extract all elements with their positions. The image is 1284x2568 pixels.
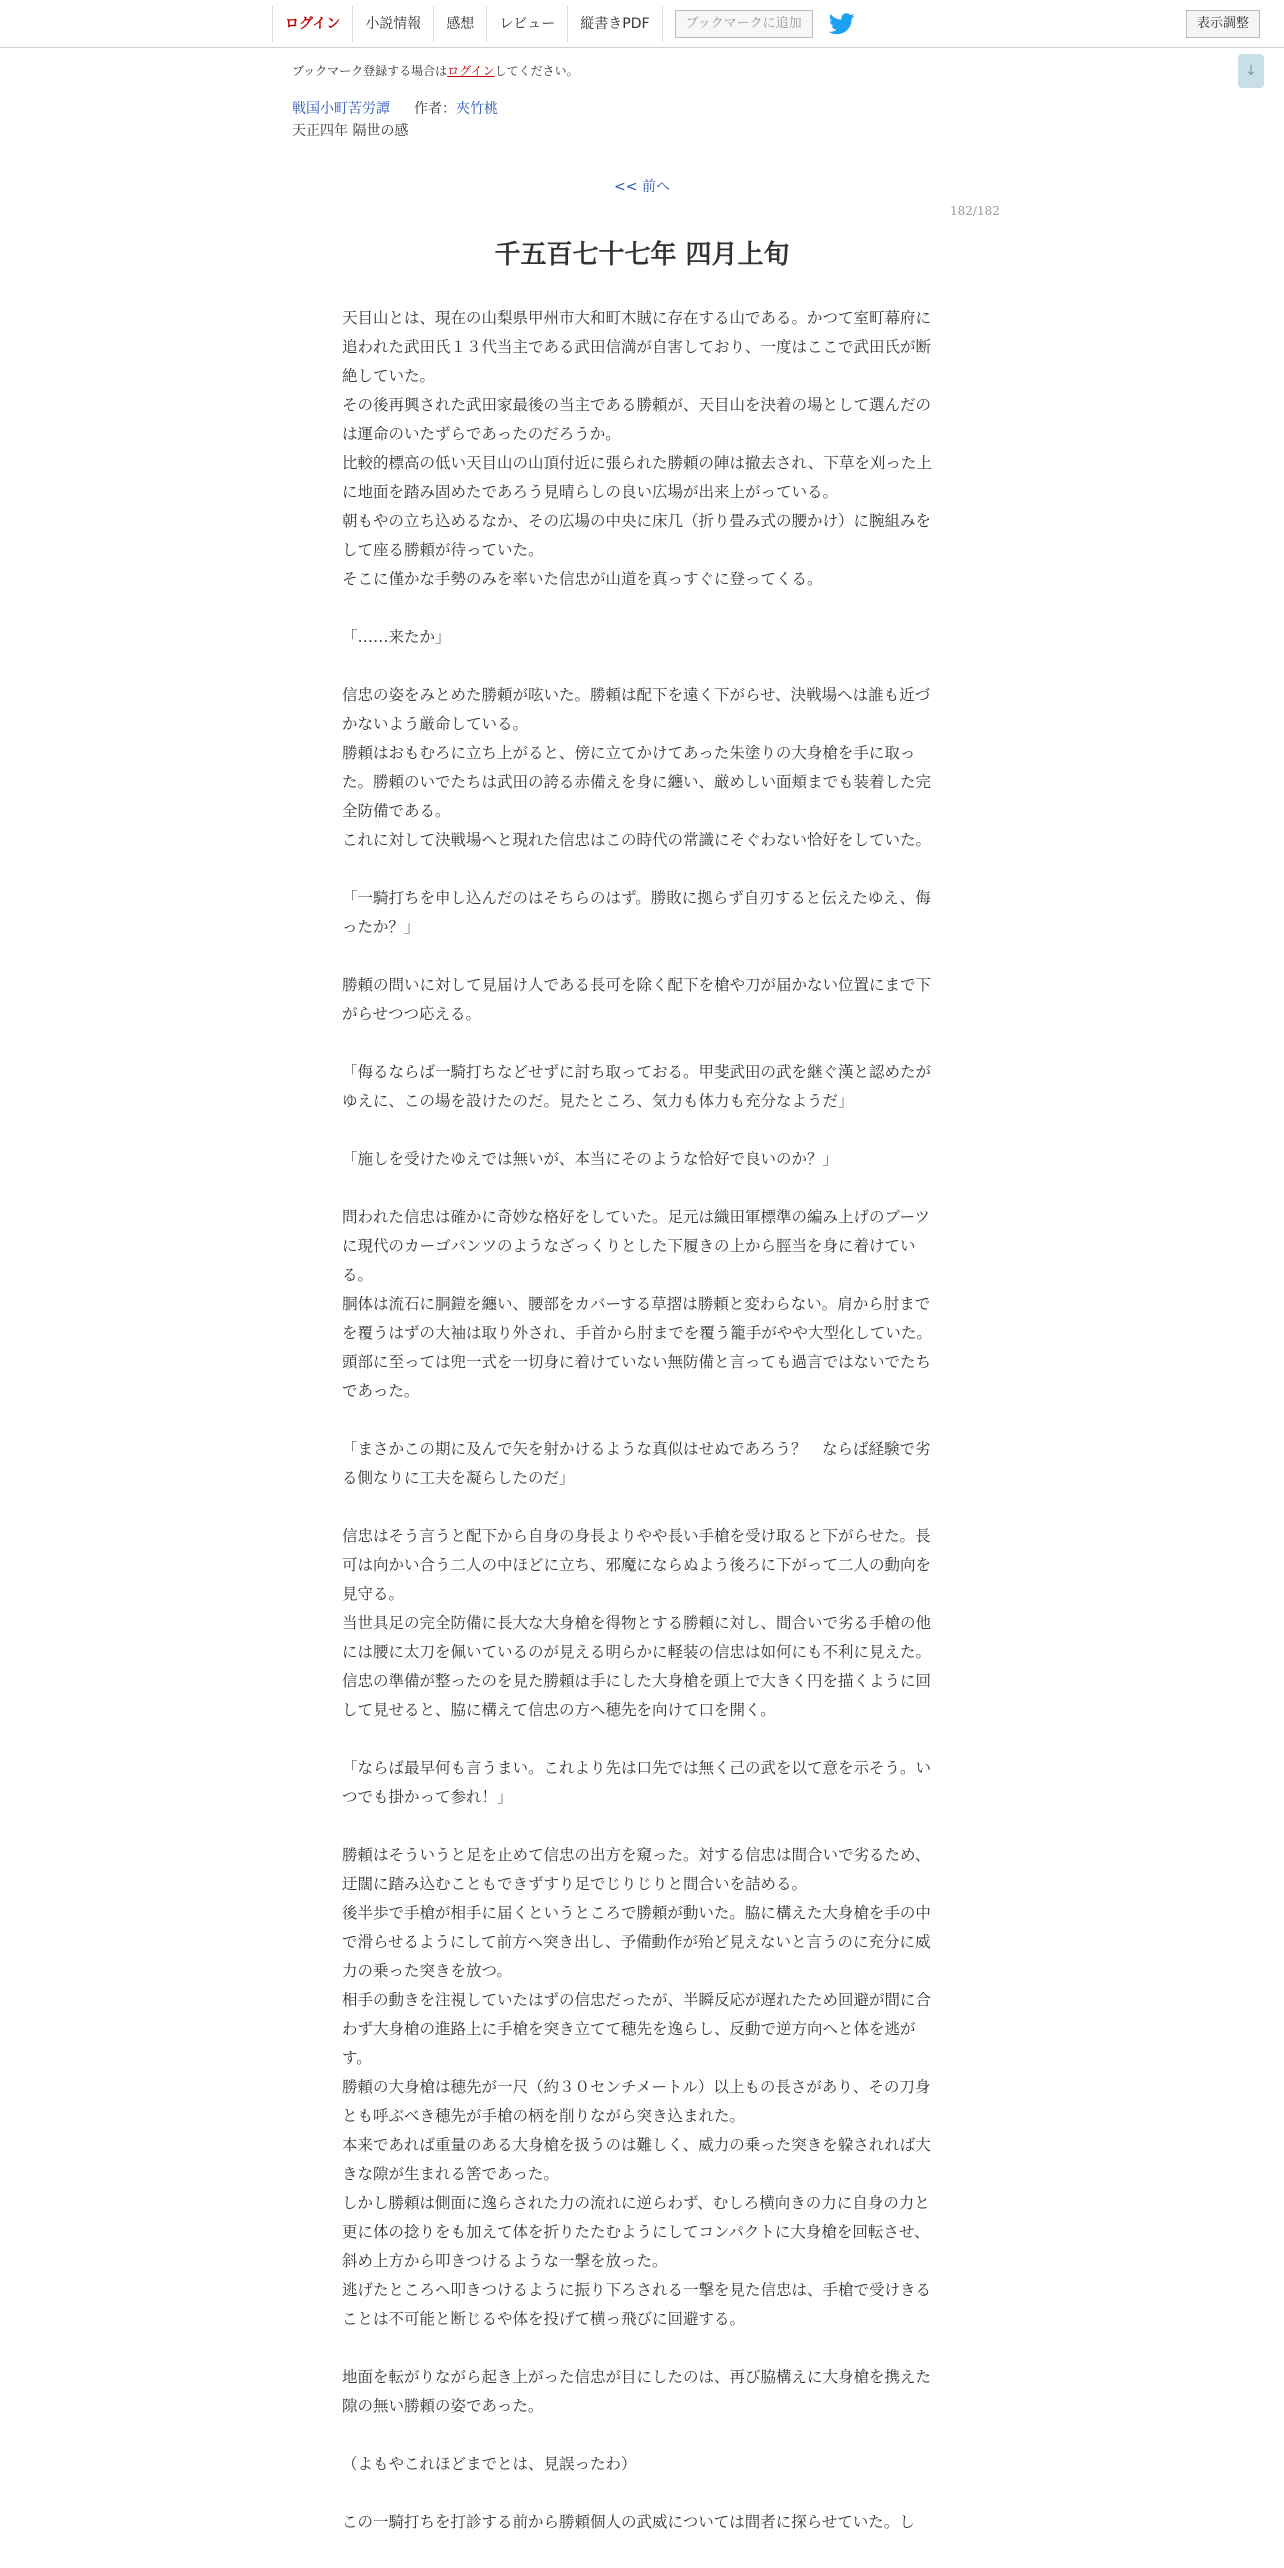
body-paragraph: 逃げたところへ叩きつけるように振り下ろされる一撃を見た信忠は、手槍で受けきることは不可能と断じるや体を投げて横っ飛びに回避する。 — [342, 2281, 932, 2328]
body-paragraph: （よもやこれほどまでとは、見誤ったわ） — [342, 2455, 637, 2473]
body-paragraph: 当世具足の完全防備に長大な大身槍を得物とする勝頼に対し、間合いで劣る手槍の他には腰に太刀を佩いているのが見える明らかに軽装の信忠は如何にも不利に見えた。 — [342, 1614, 932, 1661]
body-paragraph: 「施しを受けたゆえでは無いが、本当にそのような恰好で良いのか？」 — [342, 1150, 839, 1168]
nav-novel-info[interactable]: 小説情報 — [352, 6, 433, 42]
body-paragraph: その後再興された武田家最後の当主である勝頼が、天目山を決着の場として選んだのは運命のいたずらであったのだろうか。 — [342, 396, 932, 443]
body-paragraph: 胴体は流石に胴鎧を纏い、腰部をカバーする草摺は勝頼と変わらない。肩から肘までを覆うはずの大袖は取り外され、手首から肘までを覆う籠手がやや大型化していた。 — [342, 1295, 932, 1342]
body-paragraph: 問われた信忠は確かに奇妙な格好をしていた。足元は織田軍標準の編み上げのブーツに現代のカーゴパンツのようなざっくりとした下履きの上から脛当を身に着けている。 — [342, 1208, 930, 1284]
author-link[interactable]: 夾竹桃 — [456, 101, 498, 117]
body-paragraph: 「……来たか」 — [342, 628, 451, 646]
body-paragraph: この一騎打ちを打診する前から勝頼個人の武威については間者に探らせていた。し — [342, 2513, 915, 2531]
body-paragraph — [342, 1029, 942, 1058]
novel-title-link[interactable]: 戦国小町苦労譚 — [292, 101, 390, 117]
body-paragraph: 朝もやの立ち込めるなか、その広場の中央に床几（折り畳み式の腰かけ）に腕組みをして座る勝頼が待っていた。 — [342, 512, 932, 559]
body-paragraph — [342, 1493, 942, 1522]
nav-impressions[interactable]: 感想 — [433, 6, 486, 42]
episode-title: 千五百七十七年 四月上旬 — [494, 240, 790, 270]
display-settings-button[interactable]: 表示調整 — [1186, 10, 1260, 38]
site-header — [0, 0, 1284, 48]
body-paragraph — [342, 855, 942, 884]
bookmark-notice — [292, 62, 579, 79]
body-paragraph: 頭部に至っては兜一式を一切身に着けていない無防備と言っても過言ではないでたちであった。 — [342, 1353, 932, 1400]
bookmark-notice-text: ブックマーク登録する場合は — [292, 64, 448, 78]
body-paragraph: 天目山とは、現在の山梨県甲州市大和町木賊に存在する山である。かつて室町幕府に追われた武田氏１３代当主である武田信満が自害しており、一度はここで武田氏が断絶していた。 — [342, 309, 932, 385]
body-paragraph: 勝頼はおもむろに立ち上がると、傍に立てかけてあった朱塗りの大身槍を手に取った。勝頼のいでたちは武田の誇る赤備えを身に纏い、厳めしい面頬までも装着した完全防備である。 — [342, 744, 932, 820]
body-paragraph — [342, 2334, 942, 2363]
body-paragraph — [342, 1725, 942, 1754]
body-paragraph: 比較的標高の低い天目山の山頂付近に張られた勝頼の陣は撤去され、下草を刈った上に地面を踏み固めたであろう見晴らしの良い広場が出来上がっている。 — [342, 454, 932, 501]
body-paragraph: 勝頼の問いに対して見届け人である長可を除く配下を槍や刀が届かない位置にまで下がらせつつ応える。 — [342, 976, 932, 1023]
prev-page-link[interactable]: << 前へ — [614, 179, 670, 195]
chapter-title: 天正四年 隔世の感 — [292, 123, 409, 139]
body-paragraph: 相手の動きを注視していたはずの信忠だったが、半瞬反応が遅れたため回避が間に合わず大身槍の進路上に手槍を突き立てて穂先を逸らし、反動で逆方向へと体を逃がす。 — [342, 1991, 932, 2067]
add-bookmark-button[interactable]: ブックマークに追加 — [675, 10, 813, 38]
novel-body — [342, 304, 942, 2537]
body-paragraph: 後半歩で手槍が相手に届くというところで勝頼が動いた。脇に構えた大身槍を手の中で滑らせるようにして前方へ突き出し、予備動作が殆ど見えないと言うのに充分に威力の乗った突きを放つ。 — [342, 1904, 931, 1980]
body-paragraph: 信忠の姿をみとめた勝頼が呟いた。勝頼は配下を遠く下がらせ、決戦場へは誰も近づかないよう厳命している。 — [342, 686, 931, 733]
body-paragraph: 地面を転がりながら起き上がった信忠が目にしたのは、再び脇構えに大身槍を携えた隙の無い勝頼の姿であった。 — [342, 2368, 932, 2415]
author-label: 作者： — [414, 101, 456, 117]
body-paragraph: しかし勝頼は側面に逸らされた力の流れに逆らわず、むしろ横向きの力に自身の力と更に体の捻りをも加えて体を折りたたむようにしてコンパクトに大身槍を回転させ、斜め上方から叩きつけるような一撃を放った。 — [342, 2194, 930, 2270]
nav-login[interactable]: ログイン — [272, 6, 352, 42]
scroll-down-button[interactable]: ↓ — [1238, 54, 1264, 88]
body-paragraph: 勝頼はそういうと足を止めて信忠の出方を窺った。対する信忠は間合いで劣るため、迂闊に踏み込むこともできずすり足でじりじりと間合いを詰める。 — [342, 1846, 931, 1893]
body-paragraph: 「まさかこの期に及んで矢を射かけるような真似はせぬであろう？ ならば経験で劣る側なりに工夫を凝らしたのだ」 — [342, 1440, 931, 1487]
body-paragraph: 信忠はそう言うと配下から自身の身長よりやや長い手槍を受け取ると下がらせた。長可は向かい合う二人の中ほどに立ち、邪魔にならぬよう後ろに下がって二人の動向を見守る。 — [342, 1527, 932, 1603]
bookmark-login-link[interactable]: ログイン — [447, 64, 495, 78]
body-paragraph: これに対して決戦場へと現れた信忠はこの時代の常識にそぐわない恰好をしていた。 — [342, 831, 932, 849]
body-paragraph: 勝頼の大身槍は穂先が一尺（約３０センチメートル）以上もの長さがあり、その刀身とも呼ぶべき穂先が手槍の柄を削りながら突き込まれた。 — [342, 2078, 931, 2125]
bookmark-notice-text-end: してください。 — [494, 64, 579, 78]
nav-vertical-pdf[interactable]: 縦書きPDF — [567, 6, 662, 42]
body-paragraph: そこに僅かな手勢のみを率いた信忠が山道を真っすぐに登ってくる。 — [342, 570, 823, 588]
body-paragraph — [342, 2421, 942, 2450]
top-nav — [272, 6, 855, 42]
nav-review[interactable]: レビュー — [486, 6, 567, 42]
body-paragraph — [342, 1812, 942, 1841]
body-paragraph: 「侮るならば一騎打ちなどせずに討ち取っておる。甲斐武田の武を継ぐ漢と認めたがゆえに、この場を設けたのだ。見たところ、気力も体力も充分なようだ」 — [342, 1063, 932, 1110]
body-paragraph — [342, 2479, 942, 2508]
twitter-icon[interactable] — [829, 13, 855, 35]
body-paragraph — [342, 1174, 942, 1203]
body-paragraph — [342, 1116, 942, 1145]
body-paragraph: 信忠の準備が整ったのを見た勝頼は手にした大身槍を頭上で大きく円を描くように回して見せると、脇に構えて信忠の方へ穂先を向けて口を開く。 — [342, 1672, 932, 1719]
body-paragraph — [342, 652, 942, 681]
novel-info-line — [292, 98, 498, 118]
body-paragraph — [342, 1406, 942, 1435]
body-paragraph: 「一騎打ちを申し込んだのはそちらのはず。勝敗に拠らず自刃すると伝えたゆえ、侮ったか？」 — [342, 889, 931, 936]
body-paragraph: 「ならば最早何も言うまい。これより先は口先では無く己の武を以て意を示そう。いつでも掛かって参れ！」 — [342, 1759, 932, 1806]
body-paragraph — [342, 594, 942, 623]
body-paragraph — [342, 942, 942, 971]
body-paragraph: 本来であれば重量のある大身槍を扱うのは難しく、威力の乗った突きを躱されれば大きな隙が生まれる筈であった。 — [342, 2136, 931, 2183]
page-count: 182/182 — [950, 204, 1000, 218]
